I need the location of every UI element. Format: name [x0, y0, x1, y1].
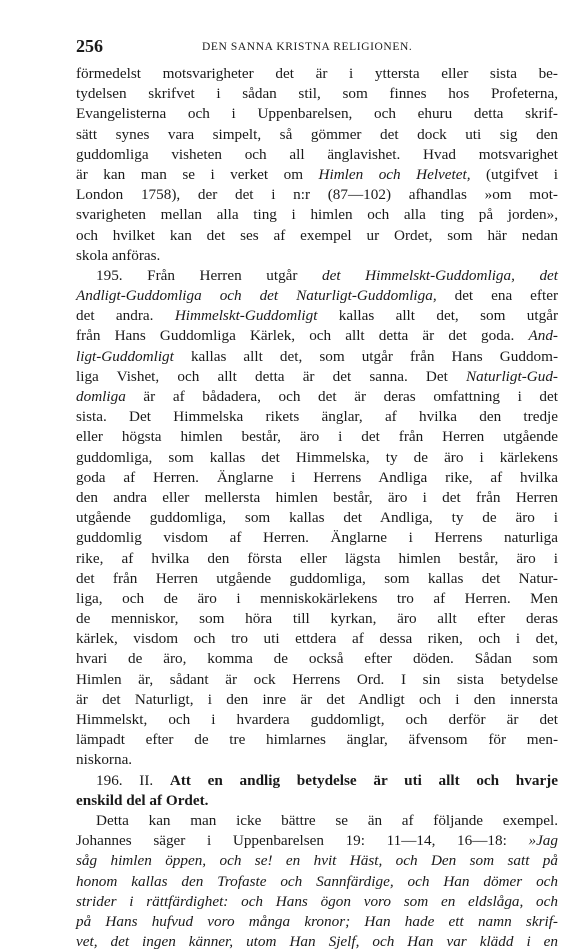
text-segment: guddomlig visdom af Herren. Änglarne i Herrens naturliga — [76, 529, 558, 547]
text-line — [76, 226, 558, 246]
text-segment: rike, af hvilka den första eller lägsta himlen består, äro i — [76, 549, 558, 567]
text-line — [76, 468, 558, 488]
text-line — [76, 670, 558, 690]
text-line — [76, 771, 558, 791]
text-line — [76, 791, 558, 811]
text-line — [76, 125, 558, 145]
text-segment: Naturligt-Gud- — [466, 367, 558, 385]
body-text — [76, 64, 558, 952]
text-segment: Andligt-Guddomliga och det Naturligt-Guddomliga, — [76, 287, 437, 305]
text-segment: Himmelskt, och i hvardera guddomligt, och derför är det — [76, 711, 558, 728]
text-segment: är kan man se i verket om — [76, 165, 319, 183]
text-line — [76, 629, 558, 649]
text-segment: vet, det ingen känner, utom Han Sjelf, och Han var klädd i en — [76, 933, 558, 951]
text-line — [76, 811, 558, 831]
text-line — [76, 569, 558, 589]
text-segment: svarigheten mellan alla ting i himlen och alla ting på jorden», — [76, 206, 558, 224]
text-line — [76, 407, 558, 427]
text-segment: utgående guddomliga, som kallas det Andliga, ty de äro i — [76, 509, 558, 527]
text-line — [76, 427, 558, 447]
text-segment: den andra eller mellersta himlen består, äro i det från Herren — [76, 488, 558, 506]
text-segment: de menniskor, som höra till kyrkan, äro allt efter deras — [76, 610, 558, 628]
text-segment: skola anföras. — [76, 246, 161, 264]
text-segment: (utgifvet i — [470, 165, 558, 183]
text-line — [76, 104, 558, 124]
text-line — [76, 326, 558, 346]
text-segment: hvari de äro, komma de också efter döden. Sådan som — [76, 650, 558, 668]
text-segment: det Himmelskt-Guddomliga, det — [322, 266, 559, 284]
text-segment: såg himlen öppen, och se! en hvit Häst, och Den som satt på — [76, 852, 558, 870]
text-line — [76, 205, 558, 225]
text-line — [76, 589, 558, 609]
text-segment: liga Vishet, och allt detta är det sanna. Det — [76, 367, 467, 385]
text-segment: från Hans Guddomliga Kärlek, och allt detta är det goda. — [76, 327, 529, 345]
text-line — [76, 892, 558, 912]
text-segment: 196. II. — [96, 771, 170, 789]
text-segment: Johannes säger i Uppenbarelsen 19: 11—14, 16—18: — [76, 832, 529, 850]
page-number: 256 — [76, 36, 103, 56]
text-line — [76, 549, 558, 569]
text-line — [76, 690, 558, 710]
text-segment: kallas allt det, som utgår — [317, 307, 559, 325]
text-segment: honom kallas den Trofaste och Sannfärdige, och Han dömer och — [76, 872, 558, 890]
text-segment: eller högsta himlen består, äro i det från Herren utgående — [76, 428, 558, 446]
text-line — [76, 84, 558, 104]
text-segment: sista. Det Himmelska rikets änglar, af hvilka den tredje — [76, 408, 558, 426]
text-line — [76, 367, 558, 387]
text-segment: 195. Från Herren utgår — [96, 266, 323, 284]
text-segment: tydelsen skrifvet i sådan stil, som finnes hos Profeterna, — [76, 85, 558, 103]
text-segment: Detta kan man icke bättre se än af följande exempel. — [96, 811, 558, 829]
text-segment: det andra. — [76, 307, 175, 325]
text-line — [76, 508, 558, 528]
text-segment: och hvilket kan det ses af exempel ur Ordet, som här nedan — [76, 226, 558, 244]
text-segment: enskild del af Ordet. — [76, 791, 209, 809]
text-line — [76, 730, 558, 750]
text-segment: strider i rättfärdighet: och Hans ögon voro som en eldslåga, och — [76, 892, 558, 910]
text-segment: kallas allt det, som utgår från Hans Guddom- — [173, 347, 558, 365]
text-segment: Himlen och Helvetet, — [318, 165, 471, 183]
text-line — [76, 286, 558, 306]
text-segment: guddomliga visheten och all änglavishet. Hvad motsvarighet — [76, 145, 558, 163]
text-line — [76, 387, 558, 407]
text-line — [76, 165, 558, 185]
text-line — [76, 912, 558, 932]
text-segment: guddomliga, som kallas det Himmelska, ty de äro i kärlekens — [76, 448, 558, 466]
text-segment: kärlek, visdom och tro uti ettdera af dessa riken, och i det, — [76, 630, 558, 648]
text-line — [76, 246, 558, 266]
text-line — [76, 750, 558, 770]
text-segment: det från Herren utgående guddomliga, som kallas det Natur- — [76, 569, 558, 587]
text-line — [76, 872, 558, 892]
text-line — [76, 609, 558, 629]
text-segment: »Jag — [528, 832, 558, 850]
text-line — [76, 64, 558, 84]
text-segment: niskorna. — [76, 751, 133, 769]
text-segment: är af bådadera, och det är deras omfattning i det — [125, 388, 558, 405]
text-segment: det ena efter — [436, 287, 559, 305]
text-segment: liga, och de äro i menniskokärlekens tro af Herren. Men — [76, 589, 558, 607]
text-segment: London 1758), der det i n:r (87—102) afhandlas »om mot- — [76, 186, 558, 204]
text-line — [76, 347, 558, 367]
text-segment: är det Naturligt, i den inre är det Andligt och i den innersta — [76, 690, 558, 708]
text-line — [76, 932, 558, 952]
text-line — [76, 831, 558, 851]
text-line — [76, 649, 558, 669]
text-line — [76, 448, 558, 468]
text-segment: på Hans hufvud voro många kronor; Han hade ett namn skrif- — [76, 912, 558, 930]
text-segment: sätt synes vara simpelt, så gömmer det dock uti sig den — [76, 125, 558, 143]
text-segment: Evangelisterna och i Uppenbarelsen, och ehuru detta skrif- — [76, 105, 558, 123]
text-line — [76, 488, 558, 508]
text-line — [76, 145, 558, 165]
text-line — [76, 185, 558, 205]
text-segment: lämpadt efter de tre himlarnes änglar, äfvensom för men- — [76, 731, 558, 749]
text-line — [76, 528, 558, 548]
text-segment: förmedelst motsvarigheter det är i yttersta eller sista be- — [76, 65, 558, 82]
text-line — [76, 710, 558, 730]
text-line — [76, 306, 558, 326]
text-segment: And- — [528, 327, 558, 345]
text-segment: Himlen är, sådant är ock Herrens Ord. I sin sista betydelse — [76, 670, 558, 688]
text-segment: Himmelskt-Guddomligt — [174, 307, 318, 325]
text-line — [76, 266, 558, 286]
page-header — [76, 36, 556, 60]
text-segment: domliga — [76, 388, 126, 405]
text-segment: Att en andlig betydelse är uti allt och hvarje — [169, 771, 558, 789]
text-segment: ligt-Guddomligt — [76, 347, 174, 365]
running-head: DEN SANNA KRISTNA RELIGIONEN. — [202, 41, 413, 53]
text-line — [76, 851, 558, 871]
text-segment: goda af Herren. Änglarne i Herrens Andliga rike, af hvilka — [76, 468, 558, 486]
